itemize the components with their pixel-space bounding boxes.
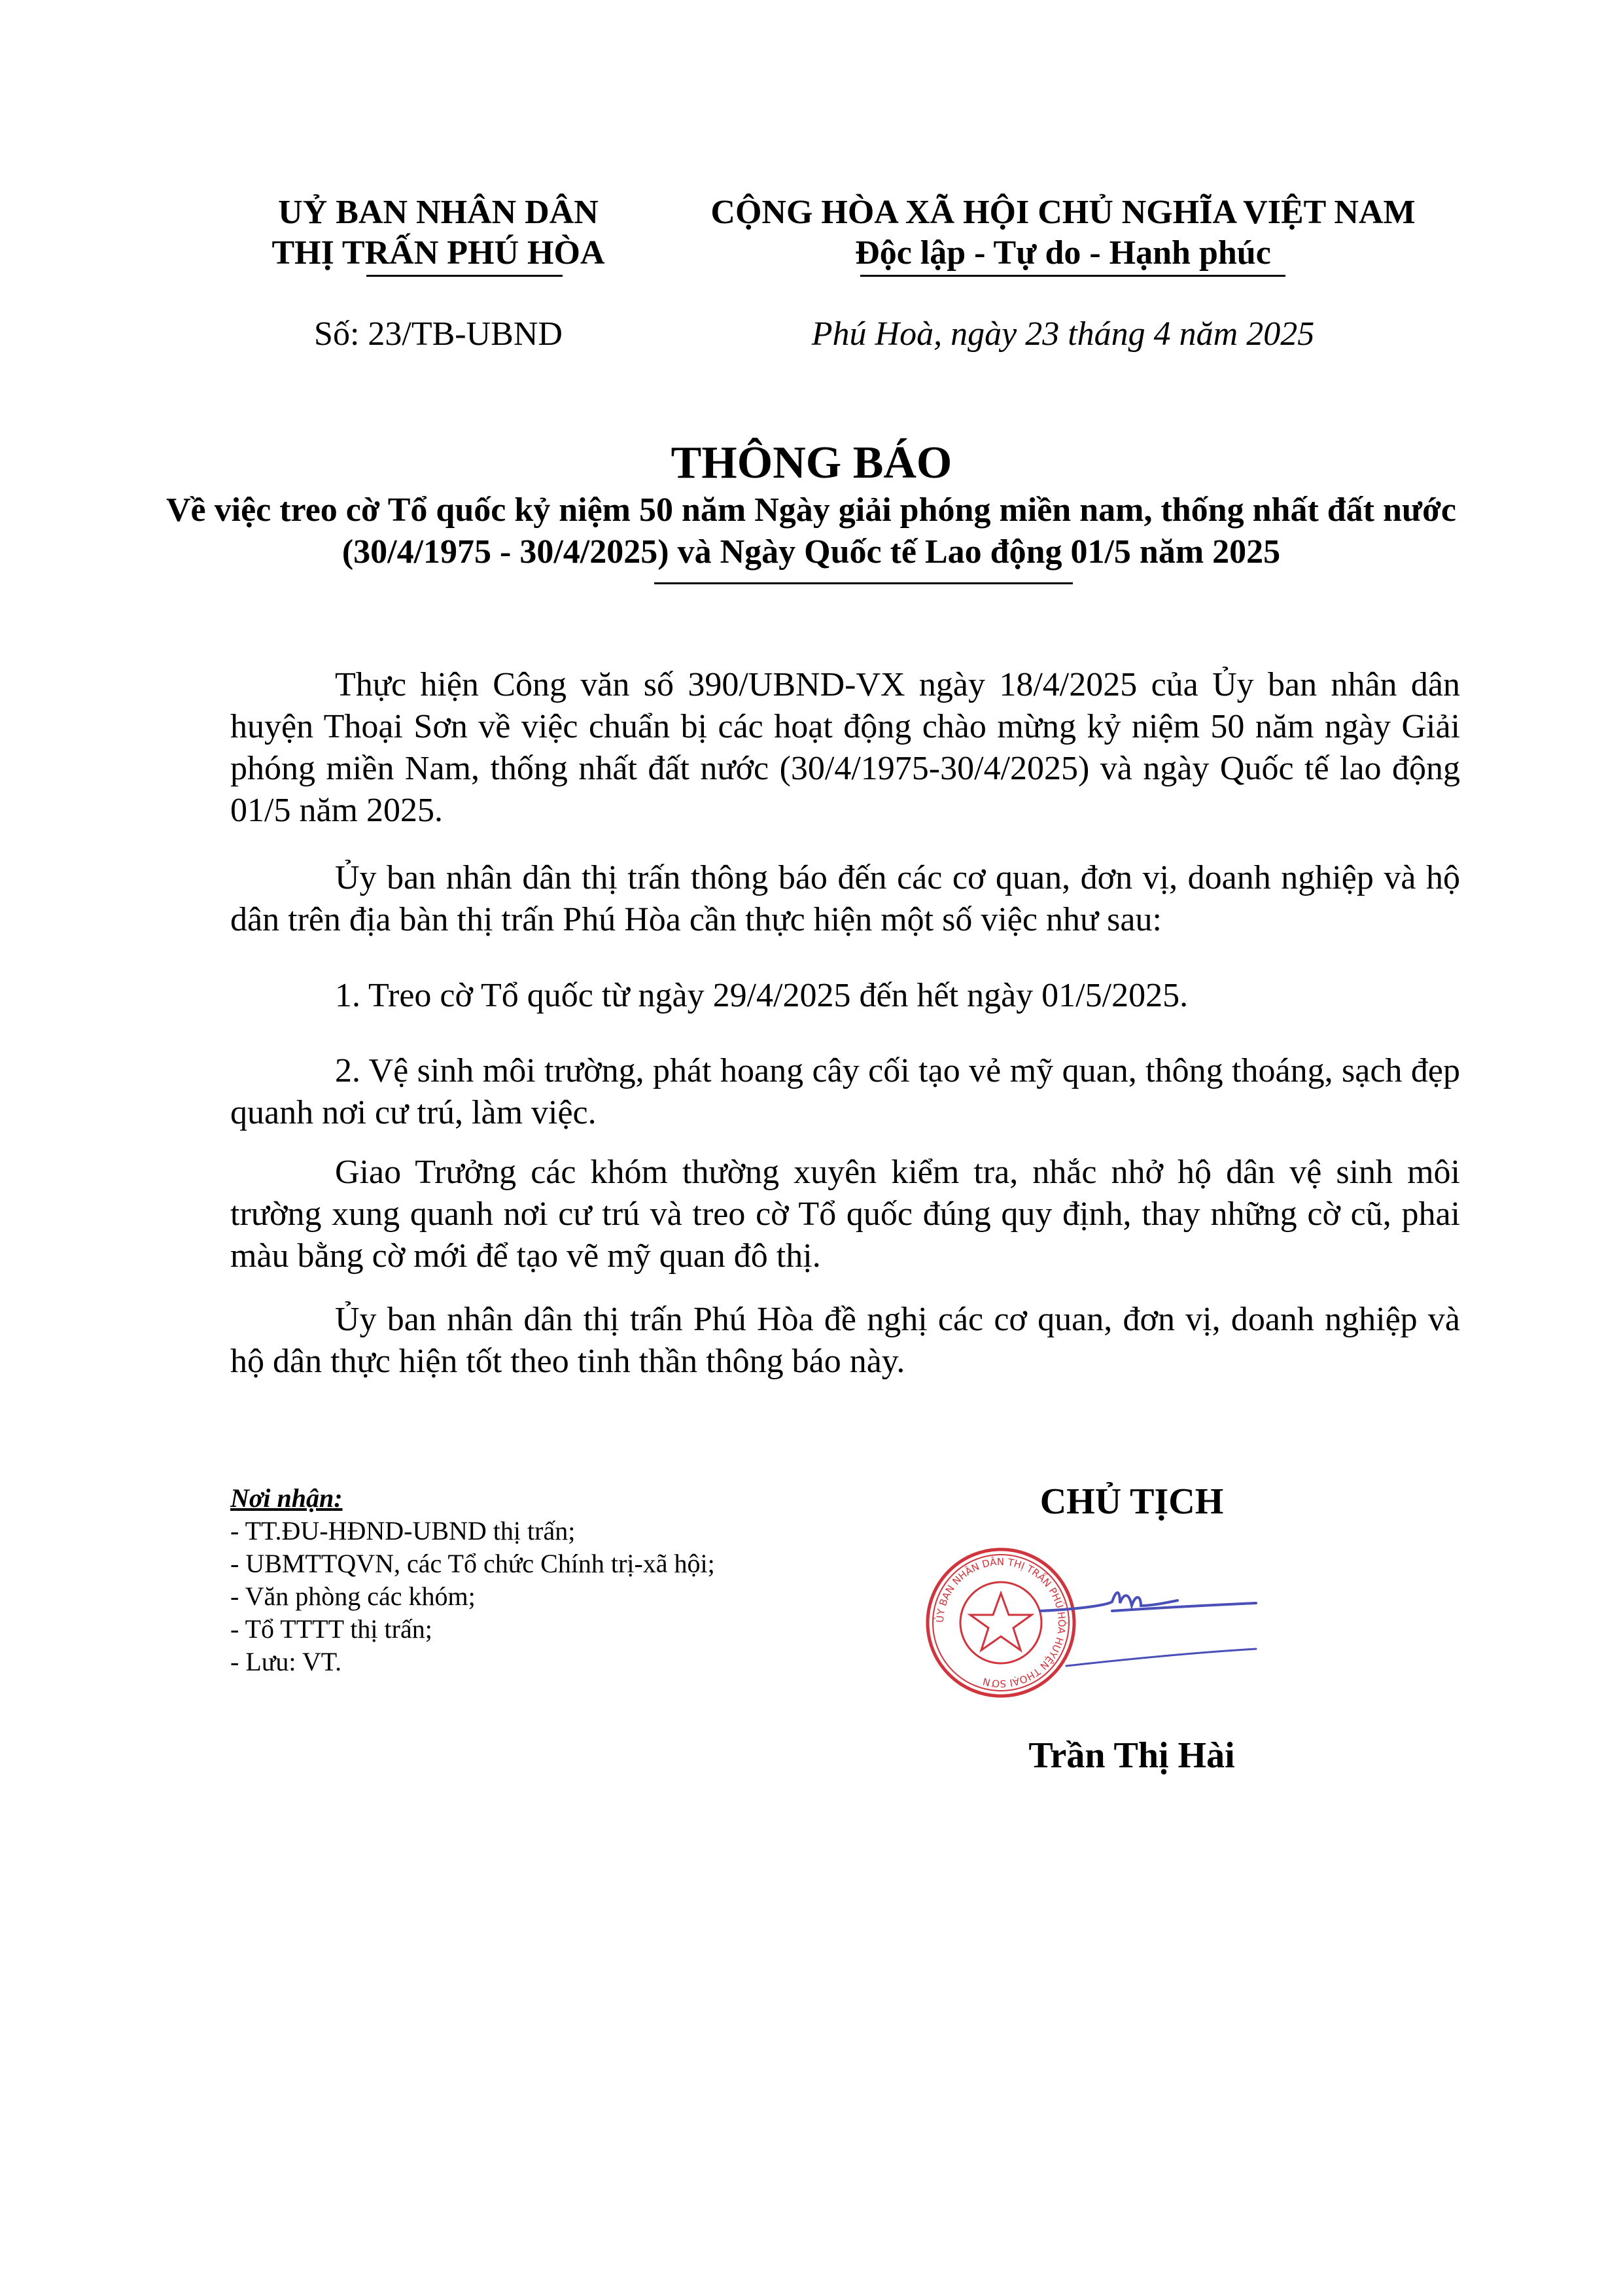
nation-name: CỘNG HÒA XÃ HỘI CHỦ NGHĨA VIỆT NAM — [710, 194, 1416, 231]
document-number: Số: 23/TB-UBND — [314, 315, 563, 353]
body-paragraph-1: Thực hiện Công văn số 390/UBND-VX ngày 18/4/2025 của Ủy ban nhân dân huyện Thoại Sơn về việc chuẩn bị các hoạt động chào mừng kỷ niệm 50 năm ngày Giải phóng miền Nam, thống nhất đất nước (30/4/1975-30/4/2025) và ngày Quốc tế lao động 01/5 năm 2025. — [230, 666, 1460, 829]
recipient-item: - Tổ TTTT thị trấn; — [230, 1614, 432, 1644]
body-item-1: 1. Treo cờ Tổ quốc từ ngày 29/4/2025 đến hết ngày 01/5/2025. — [335, 977, 1189, 1014]
recipient-item: - Văn phòng các khóm; — [230, 1581, 476, 1611]
agency-underline — [366, 275, 563, 277]
body-paragraph-4: Ủy ban nhân dân thị trấn Phú Hòa đề nghị các cơ quan, đơn vị, doanh nghiệp và hộ dân thực hiện tốt theo tinh thần thông báo này. — [230, 1301, 1460, 1380]
subtitle-underline — [654, 582, 1073, 584]
seal-and-signature — [916, 1538, 1269, 1708]
body-item-2: 2. Vệ sinh môi trường, phát hoang cây cối tạo vẻ mỹ quan, thông thoáng, sạch đẹp quanh nơi cư trú, làm việc. — [230, 1052, 1460, 1131]
signer-title: CHỦ TỊCH — [1039, 1481, 1224, 1522]
body-paragraph-3: Giao Trưởng các khóm thường xuyên kiểm tra, nhắc nhở hộ dân vệ sinh môi trường xung quanh nơi cư trú và treo cờ Tổ quốc đúng quy định, thay những cờ cũ, phai màu bằng cờ mới để tạo vẽ mỹ quan đô thị. — [230, 1154, 1460, 1275]
svg-text:ỦY BAN NHÂN DÂN THỊ TRẤN PHÚ H — [933, 1555, 1068, 1689]
recipient-item: - Lưu: VT. — [230, 1647, 342, 1676]
body-paragraph-2: Ủy ban nhân dân thị trấn thông báo đến các cơ quan, đơn vị, doanh nghiệp và hộ dân trên địa bàn thị trấn Phú Hòa cần thực hiện một số việc như sau: — [230, 859, 1460, 938]
document-subtitle: Về việc treo cờ Tổ quốc kỷ niệm 50 năm Ngày giải phóng miền nam, thống nhất đất nước (30/4/1975 - 30/4/2025) và Ngày Quốc tế Lao động 01/5 năm 2025 — [166, 491, 1456, 571]
recipient-item: - TT.ĐU-HĐND-UBND thị trấn; — [230, 1516, 576, 1545]
recipients-heading: Nơi nhận: — [230, 1483, 343, 1513]
recipient-item: - UBMTTQVN, các Tổ chức Chính trị-xã hội; — [230, 1549, 715, 1578]
motto-underline — [860, 275, 1285, 277]
recipients-block — [230, 1482, 819, 1678]
signer-name: Trần Thị Hài — [1028, 1735, 1235, 1776]
nation-motto: Độc lập - Tự do - Hạnh phúc — [855, 234, 1271, 272]
place-and-date: Phú Hoà, ngày 23 tháng 4 năm 2025 — [811, 315, 1315, 353]
seal-text: ỦY BAN NHÂN DÂN THỊ TRẤN PHÚ HÒA HUYỆN THOẠI SƠN — [934, 1555, 1068, 1690]
agency-name-line2: THỊ TRẤN PHÚ HÒA — [271, 234, 605, 272]
agency-name-line1: UỶ BAN NHÂN DÂN — [278, 194, 599, 231]
official-seal-icon — [928, 1549, 1074, 1696]
document-title: THÔNG BÁO — [671, 438, 952, 488]
